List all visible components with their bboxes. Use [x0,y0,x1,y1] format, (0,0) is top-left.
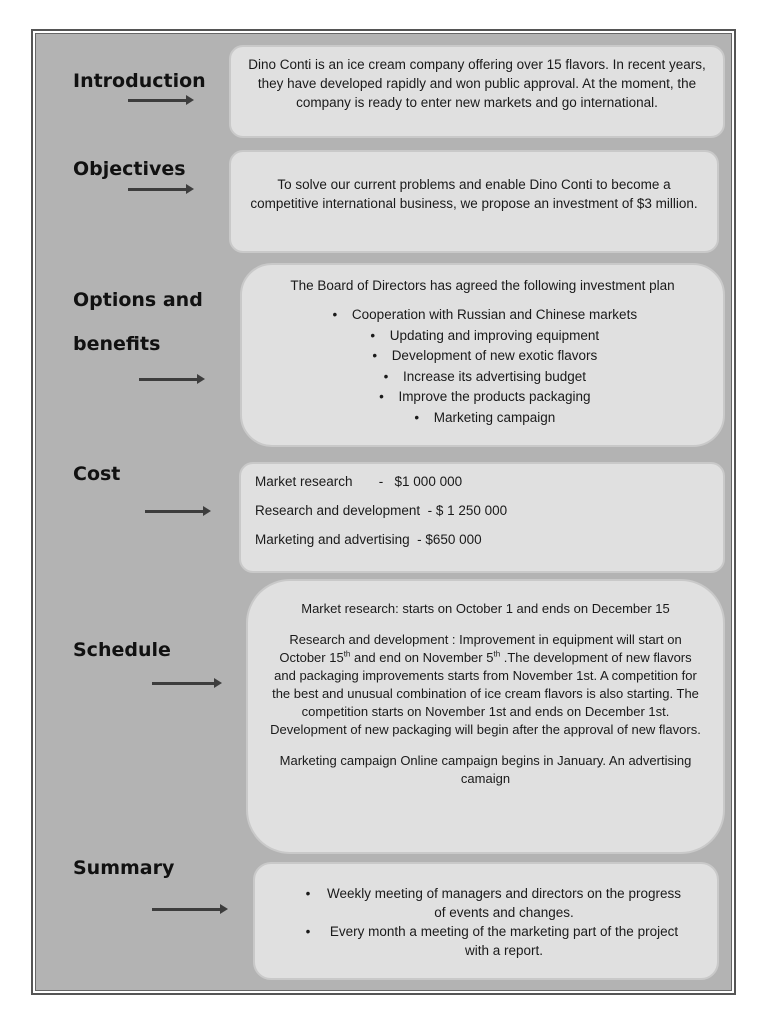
schedule-rd-sup2: th [493,649,501,659]
schedule-rd-text-a: Research and development : Improvement in equipment will start on October 15 [279,632,682,665]
introduction-text: Dino Conti is an ice cream company offering over 15 flavors. In recent years, they have developed rapidly and won public approval. At the moment, the company is ready to enter new markets and go international. [248,57,706,110]
summary-box [253,862,719,980]
summary-item-text: • Every month a meeting of the marketing part of the project with a report. [329,924,679,958]
objectives-label: Objectives [73,158,186,180]
summary-list [301,884,683,960]
objectives-text: To solve our current problems and enable Dino Conti to become a competitive international business, we propose an investment of $3 million. [250,177,698,211]
list-item: • Increase its advertising budget [252,367,713,388]
cost-row-market-research: Market research - $1 000 000 [255,474,463,489]
introduction-box [229,45,725,138]
options-label-line1: Options and [73,289,203,311]
objectives-arrow [128,188,188,191]
schedule-market-research: Market research: starts on October 1 and ends on December 15 [301,601,670,616]
cost-box [239,462,725,573]
schedule-arrow [152,682,216,685]
list-item: • Marketing campaign [252,408,713,429]
schedule-label: Schedule [73,639,171,661]
list-item: • Updating and improving equipment [252,326,713,347]
list-item: • Development of new exotic flavors [252,346,713,367]
options-list [252,305,713,429]
list-item [301,922,683,960]
summary-label: Summary [73,857,175,879]
introduction-label: Introduction [73,70,206,92]
options-box [240,263,725,447]
cost-row-marketing-advertising: Marketing and advertising - $650 000 [255,532,482,547]
objectives-box [229,150,719,253]
list-item [301,884,683,922]
introduction-arrow [128,99,188,102]
schedule-rd-text-c: .The development of new flavors and packaging improvements starts from November 1st. A competition for the best and unusual combination of ice cream flavors is also starting. The competition starts on November 1st and ends on December 1st. Development of new packaging will begin after the approval of new flavors. [270,650,701,737]
options-heading: The Board of Directors has agreed the following investment plan [290,278,675,293]
list-item: • Improve the products packaging [252,387,713,408]
list-item: • Cooperation with Russian and Chinese markets [252,305,713,326]
cost-row-research-development: Research and development - $ 1 250 000 [255,503,508,518]
options-arrow [139,378,199,381]
schedule-box [246,579,725,854]
schedule-rd-sup1: th [343,649,351,659]
summary-item-text: • Weekly meeting of managers and directors on the progress of events and changes. [327,886,681,920]
summary-arrow [152,908,222,911]
cost-arrow [145,510,205,513]
cost-label: Cost [73,463,121,485]
schedule-marketing-campaign: Marketing campaign Online campaign begins in January. An advertising camaign [279,753,692,786]
schedule-rd-text-b: and end on November 5 [350,650,494,665]
options-label-line2: benefits [73,333,161,355]
schedule-research-development [268,631,703,739]
